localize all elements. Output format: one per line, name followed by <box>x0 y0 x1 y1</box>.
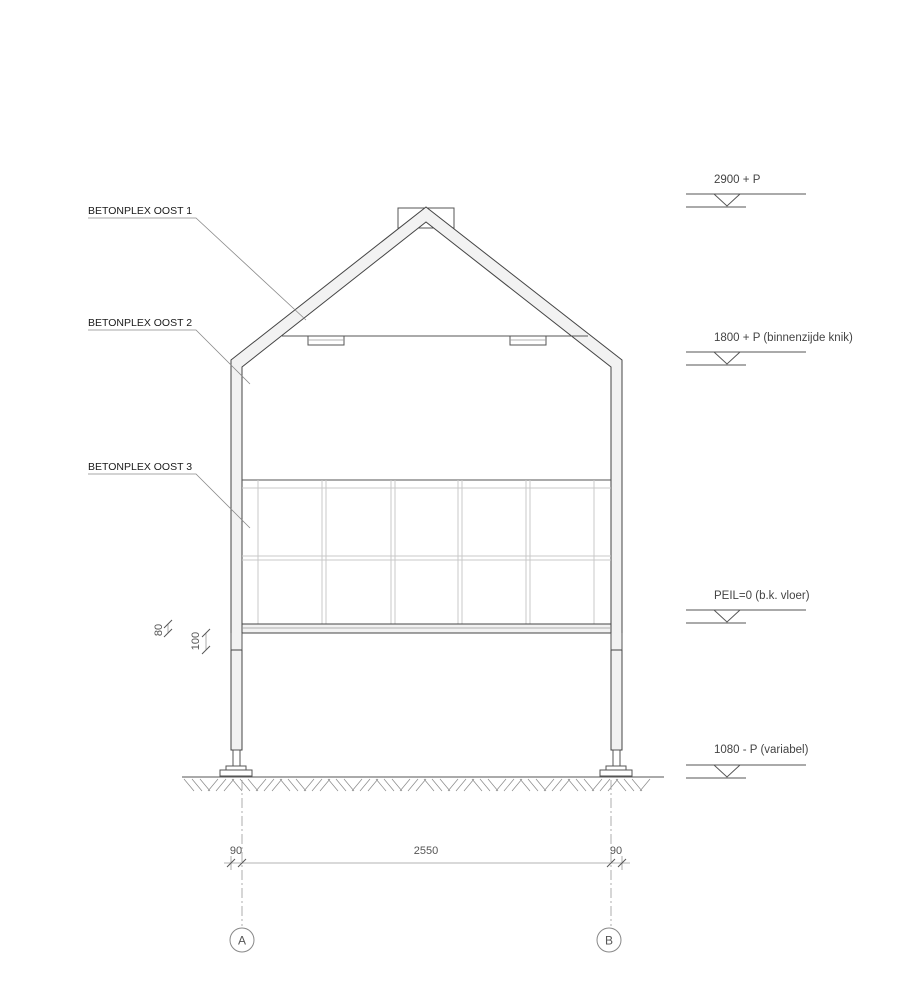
level-marker-knik <box>686 332 853 365</box>
dimension-chain <box>224 845 630 870</box>
level-peil-text: PEIL=0 (b.k. vloer) <box>714 590 810 602</box>
foundation-right <box>600 750 632 776</box>
column-right <box>611 650 622 750</box>
leader-3 <box>88 474 250 528</box>
label-betonplex-1: BETONPLEX OOST 1 <box>88 205 193 217</box>
level-top-text: 2900 + P <box>714 174 761 186</box>
foundation-left <box>220 750 252 776</box>
level-marker-foundation <box>686 744 809 778</box>
skylight-left <box>308 336 344 345</box>
floor-slab <box>242 624 611 633</box>
floor-thickness-dims <box>153 620 210 654</box>
column-left <box>231 650 242 750</box>
dim-left: 90 <box>229 845 243 857</box>
dim-right: 90 <box>609 845 623 857</box>
house-shell <box>231 207 622 750</box>
level-marker-peil <box>686 590 810 623</box>
dim-span: 2550 <box>413 845 439 857</box>
label-betonplex-3: BETONPLEX OOST 3 <box>88 461 193 473</box>
label-betonplex-2: BETONPLEX OOST 2 <box>88 317 193 329</box>
level-foundation-text: 1080 - P (variabel) <box>714 744 809 756</box>
dim-100: 100 <box>190 631 202 651</box>
leader-2 <box>88 330 250 384</box>
leader-1 <box>88 218 306 320</box>
level-marker-top <box>686 174 806 207</box>
ground-hatch <box>184 779 650 791</box>
level-knik-text: 1800 + P (binnenzijde knik) <box>714 332 853 344</box>
dim-80: 80 <box>153 623 165 637</box>
axis-b-label: B <box>604 933 614 948</box>
glass-facade <box>242 480 611 624</box>
axis-a-label: A <box>237 933 247 948</box>
skylight-right <box>510 336 546 345</box>
